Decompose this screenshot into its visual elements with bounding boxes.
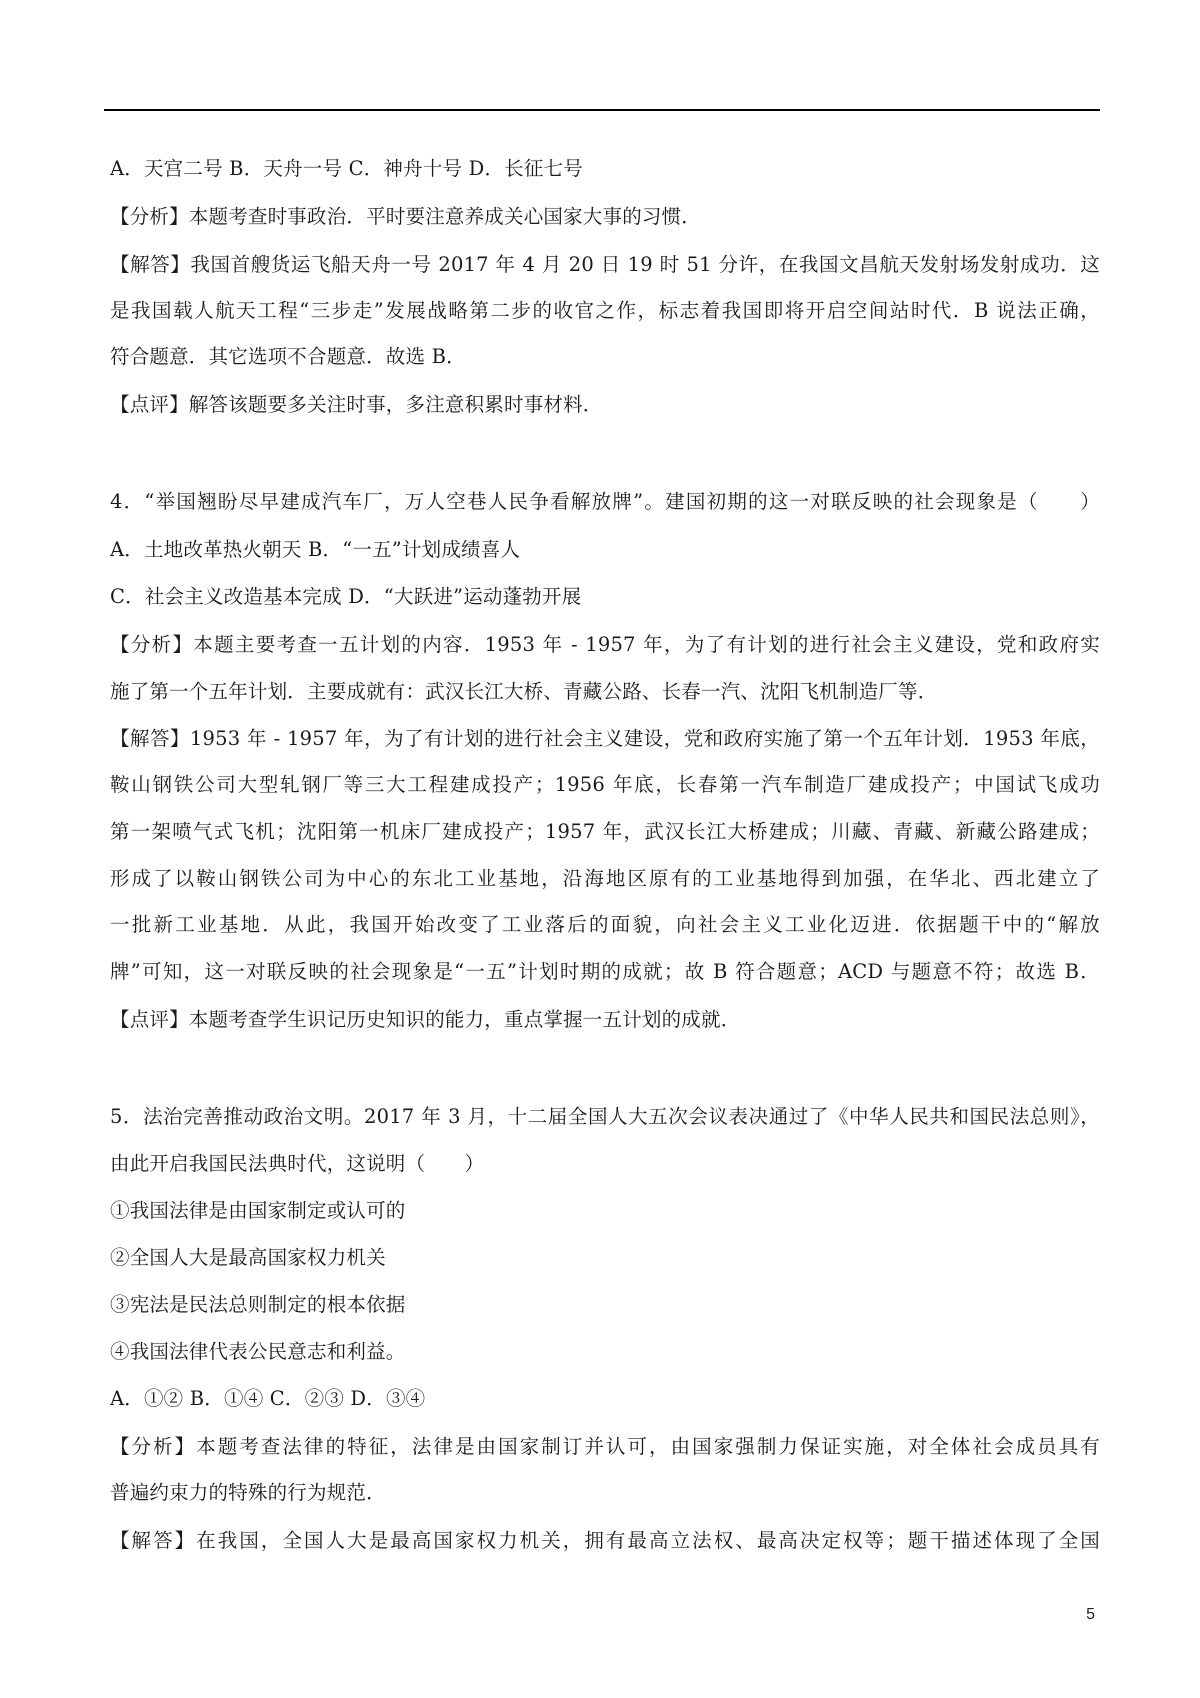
text-line: 形成了以鞍山钢铁公司为中心的东北工业基地，沿海地区原有的工业基地得到加强，在华北、西北建立了 (110, 867, 1100, 890)
text-line: 【点评】本题考查学生识记历史知识的能力，重点掌握一五计划的成就． (110, 1008, 741, 1031)
text-line: C．社会主义改造基本完成 D．“大跃进”运动蓬勃开展 (110, 585, 582, 608)
header-rule (104, 109, 1100, 111)
text-line: 普遍约束力的特殊的行为规范． (110, 1481, 386, 1504)
text-line: ③宪法是民法总则制定的根本依据 (110, 1293, 406, 1316)
text-line: 【点评】解答该题要多关注时事，多注意积累时事材料． (110, 393, 603, 416)
text-line: 是我国载人航天工程“三步走”发展战略第二步的收官之作，标志着我国即将开启空间站时代．B 说法正确， (110, 299, 1100, 322)
text-line: 【解答】在我国，全国人大是最高国家权力机关，拥有最高立法权、最高决定权等；题干描述体现了全国 (110, 1529, 1100, 1552)
page-number: 5 (1086, 1606, 1095, 1623)
text-line: 【分析】本题主要考查一五计划的内容．1953 年 - 1957 年，为了有计划的进行社会主义建设，党和政府实 (110, 633, 1100, 656)
text-line: 【解答】1953 年 - 1957 年，为了有计划的进行社会主义建设，党和政府实施了第一个五年计划．1953 年底， (110, 727, 1100, 750)
text-line: 4．“举国翘盼尽早建成汽车厂，万人空巷人民争看解放牌”。建国初期的这一对联反映的社会现象是（ ） (110, 490, 1100, 513)
text-line: 【解答】我国首艘货运飞船天舟一号 2017 年 4 月 20 日 19 时 51 分许，在我国文昌航天发射场发射成功．这 (110, 253, 1100, 276)
text-line: 符合题意．其它选项不合题意．故选 B． (110, 345, 466, 368)
text-line: 5．法治完善推动政治文明。2017 年 3 月，十二届全国人大五次会议表决通过了《中华人民共和国民法总则》， (110, 1105, 1100, 1128)
text-line: ①我国法律是由国家制定或认可的 (110, 1199, 406, 1222)
text-line: 牌”可知，这一对联反映的社会现象是“一五”计划时期的成就；故 B 符合题意；ACD 与题意不符；故选 B． (110, 960, 1100, 983)
text-line: 施了第一个五年计划．主要成就有：武汉长江大桥、青藏公路、长春一汽、沈阳飞机制造厂等． (110, 680, 938, 703)
text-line: A．天宫二号 B．天舟一号 C．神舟十号 D．长征七号 (110, 157, 583, 180)
text-line: 由此开启我国民法典时代，这说明（ ） (110, 1152, 485, 1175)
text-line: A．土地改革热火朝天 B．“一五”计划成绩喜人 (110, 538, 521, 561)
text-line: 第一架喷气式飞机；沈阳第一机床厂建成投产；1957 年，武汉长江大桥建成；川藏、青藏、新藏公路建成； (110, 820, 1100, 843)
text-line: ②全国人大是最高国家权力机关 (110, 1246, 386, 1269)
text-line: A．①② B．①④ C．②③ D．③④ (110, 1387, 426, 1410)
text-line: 【分析】本题考查时事政治．平时要注意养成关心国家大事的习惯． (110, 205, 702, 228)
text-line: 【分析】本题考查法律的特征，法律是由国家制订并认可，由国家强制力保证实施，对全体社会成员具有 (110, 1435, 1100, 1458)
text-line: 一批新工业基地．从此，我国开始改变了工业落后的面貌，向社会主义工业化迈进．依据题干中的“解放 (110, 913, 1100, 936)
text-line: 鞍山钢铁公司大型轧钢厂等三大工程建成投产；1956 年底，长春第一汽车制造厂建成投产；中国试飞成功 (110, 773, 1100, 796)
text-line: ④我国法律代表公民意志和利益。 (110, 1340, 406, 1363)
